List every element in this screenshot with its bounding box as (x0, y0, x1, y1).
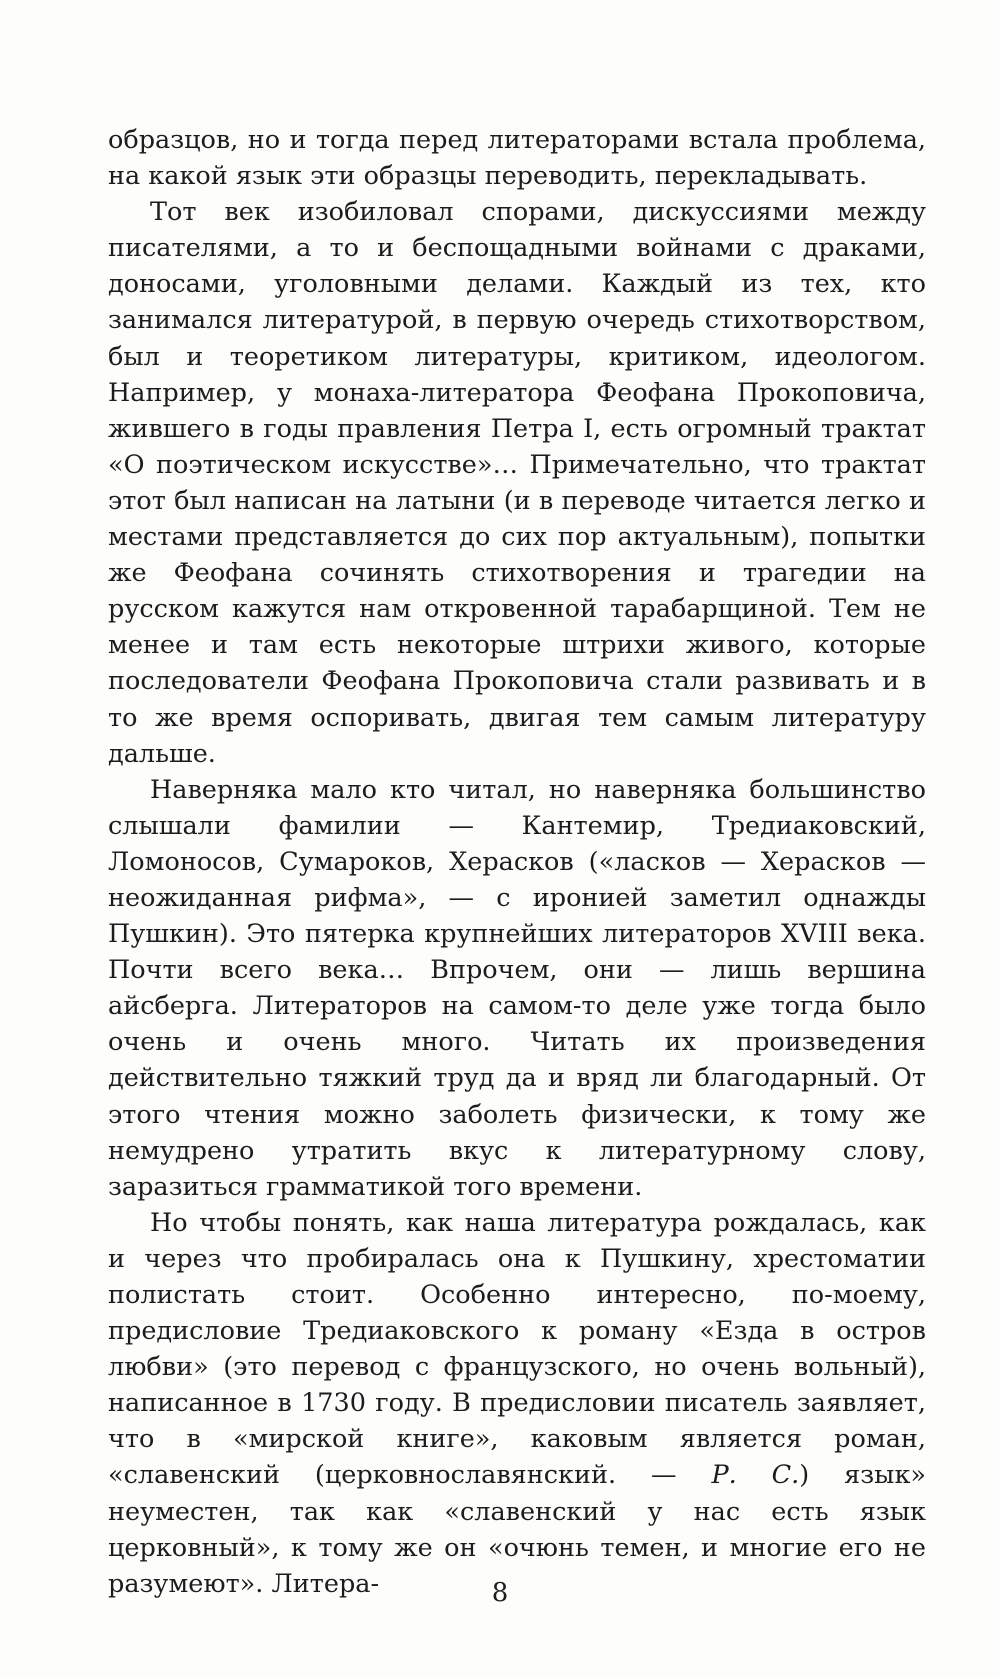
paragraph-4-text-start: Но чтобы понять, как наша литература рождалась, как и через что пробиралась она к Пушкину, хрестоматии полистать стоит. Особенно интересно, по-моему, предисловие Тредиаковского к роману «Езда в остров любви» (это перевод с французского, но очень вольный), написанное в 1730 году. В предисловии писатель заявляет, что в «мирской книге», каковым является роман, «славенский (церковнославянский. — (108, 1207, 926, 1491)
paragraph-4-text-end: ) язык» неуместен, так как «славенский у нас есть язык церковный», к тому же он «очюнь темен, и многие его не разумеют». Литера- (108, 1460, 926, 1599)
author-initials-italic: Р. С. (711, 1460, 800, 1491)
paragraph-4 (108, 1205, 926, 1602)
paragraph-1: образцов, но и тогда перед литераторами встала проблема, на какой язык эти образцы переводить, перекладывать. (108, 125, 926, 192)
body-text (108, 122, 926, 1602)
paragraph-2: Тот век изобиловал спорами, дискуссиями между писателями, а то и беспощадными войнами с драками, доносами, уголовными делами. Каждый из тех, кто занимался литературой, в первую очередь стихотворством, был и теоретиком литературы, критиком, идеологом. Например, у монаха-литератора Феофана Прокоповича, жившего в годы правления Петра I, есть огромный трактат «О поэтическом искусстве»… Примечательно, что трактат этот был написан на латыни (и в переводе читается легко и местами представляется до сих пор актуальным), попытки же Феофана сочинять стихотворения и трагедии на русском кажутся нам откровенной тарабарщиной. Тем не менее и там есть некоторые штрихи живого, которые последователи Феофана Прокоповича стали развивать и в то же время оспоривать, двигая тем самым литературу дальше. (108, 197, 926, 769)
paragraph-3: Наверняка мало кто читал, но наверняка большинство слышали фамилии — Кантемир, Тредиаковский, Ломоносов, Сумароков, Херасков («ласков — Херасков — неожиданная рифма», — с иронией заметил однажды Пушкин). Это пятерка крупнейших литераторов XVIII века. Почти всего века… Впрочем, они — лишь вершина айсберга. Литераторов на самом-то деле уже тогда было очень и очень много. Читать их произведения действительно тяжкий труд да и вряд ли благодарный. От этого чтения можно заболеть физически, к тому же немудрено утратить вкус к литературному слову, заразиться грамматикой того времени. (108, 774, 926, 1202)
page-number: 8 (491, 1578, 509, 1608)
